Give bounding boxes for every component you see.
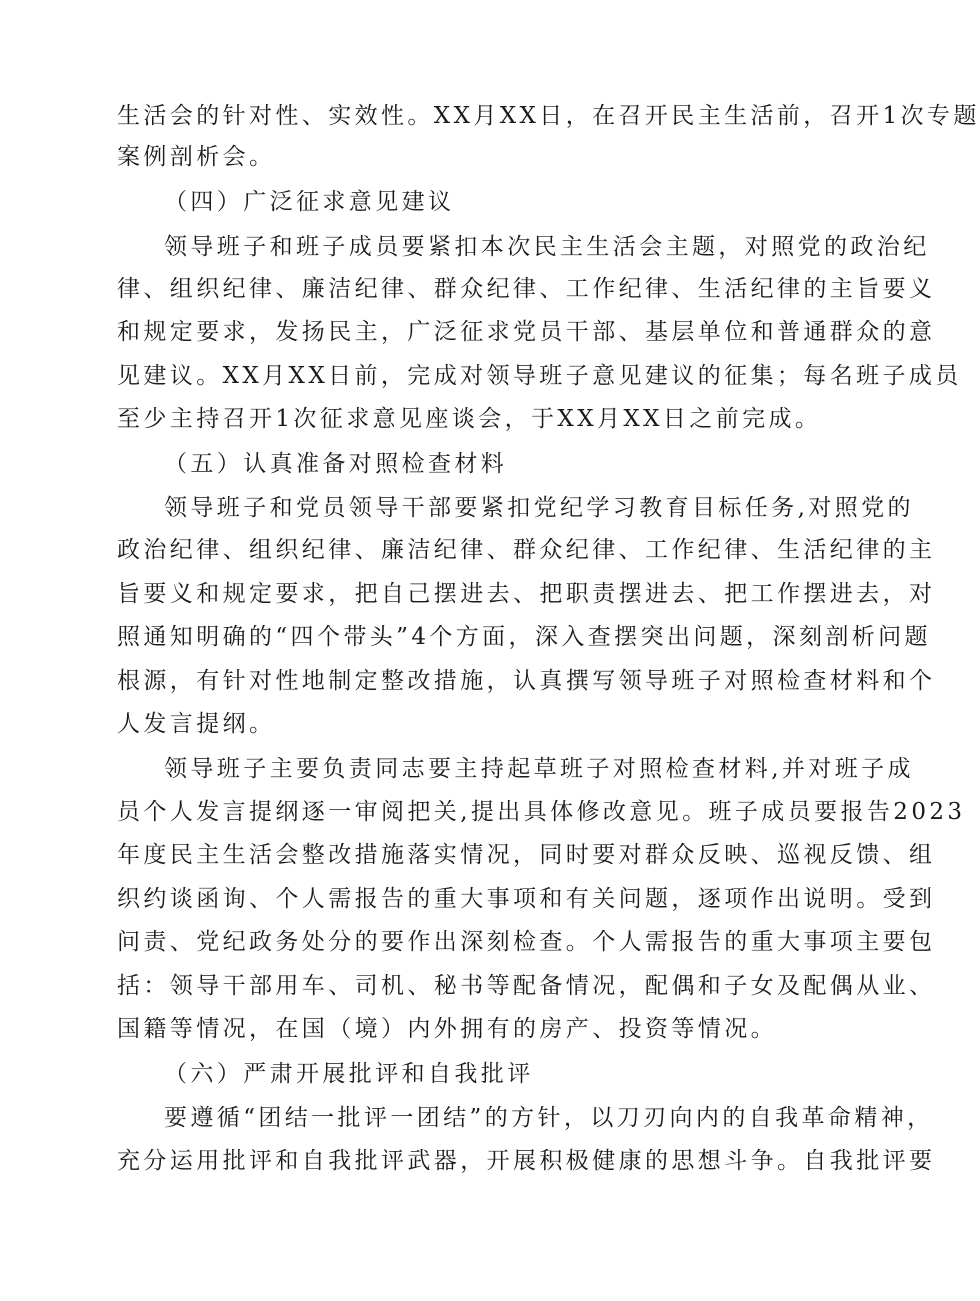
paragraph-line: 照通知明确的“四个带头”4个方面，深入查摆突出问题，深刻剖析问题: [117, 624, 931, 650]
paragraph-line: 至少主持召开1次征求意见座谈会，于XX月XX日之前完成。: [117, 406, 822, 432]
paragraph-line: 要遵循“团结一批评一团结”的方针，以刀刃向内的自我革命精神，: [164, 1105, 934, 1131]
paragraph-line: 括：领导干部用车、司机、秘书等配备情况，配偶和子女及配偶从业、: [117, 973, 936, 999]
paragraph-line: 案例剖析会。: [117, 144, 276, 170]
paragraph-line: 年度民主生活会整改措施落实情况，同时要对群众反映、巡视反馈、组: [117, 842, 936, 868]
paragraph-line: 领导班子和班子成员要紧扣本次民主生活会主题，对照党的政治纪: [164, 234, 930, 260]
paragraph-line: 政治纪律、组织纪律、廉洁纪律、群众纪律、工作纪律、生活纪律的主: [117, 537, 936, 563]
paragraph-line: 律、组织纪律、廉洁纪律、群众纪律、工作纪律、生活纪律的主旨要义: [117, 276, 936, 302]
section-heading-4: （四）广泛征求意见建议: [164, 189, 455, 215]
paragraph-line: 和规定要求，发扬民主，广泛征求党员干部、基层单位和普通群众的意: [117, 319, 936, 345]
paragraph-line: 旨要义和规定要求，把自己摆进去、把职责摆进去、把工作摆进去，对: [117, 581, 936, 607]
paragraph-line: 根源，有针对性地制定整改措施，认真撰写领导班子对照检查材料和个: [117, 668, 936, 694]
paragraph-line: 充分运用批评和自我批评武器，开展积极健康的思想斗争。自我批评要: [117, 1148, 936, 1174]
paragraph-line: 人发言提纲。: [117, 711, 276, 737]
paragraph-line: 员个人发言提纲逐一审阅把关,提出具体修改意见。班子成员要报告2023: [117, 799, 966, 825]
paragraph-line: 见建议。XX月XX日前，完成对领导班子意见建议的征集；每名班子成员: [117, 363, 962, 389]
section-heading-6: （六）严肃开展批评和自我批评: [164, 1061, 534, 1087]
section-heading-5: （五）认真准备对照检查材料: [164, 451, 508, 477]
paragraph-line: 织约谈函询、个人需报告的重大事项和有关问题，逐项作出说明。受到: [117, 886, 936, 912]
paragraph-line: 领导班子主要负责同志要主持起草班子对照检查材料,并对班子成: [164, 756, 914, 782]
paragraph-line: 生活会的针对性、实效性。XX月XX日，在召开民主生活前，召开1次专题: [117, 103, 980, 129]
paragraph-line: 问责、党纪政务处分的要作出深刻检查。个人需报告的重大事项主要包: [117, 929, 936, 955]
paragraph-line: 领导班子和党员领导干部要紧扣党纪学习教育目标任务,对照党的: [164, 495, 914, 521]
paragraph-line: 国籍等情况，在国（境）内外拥有的房产、投资等情况。: [117, 1016, 777, 1042]
